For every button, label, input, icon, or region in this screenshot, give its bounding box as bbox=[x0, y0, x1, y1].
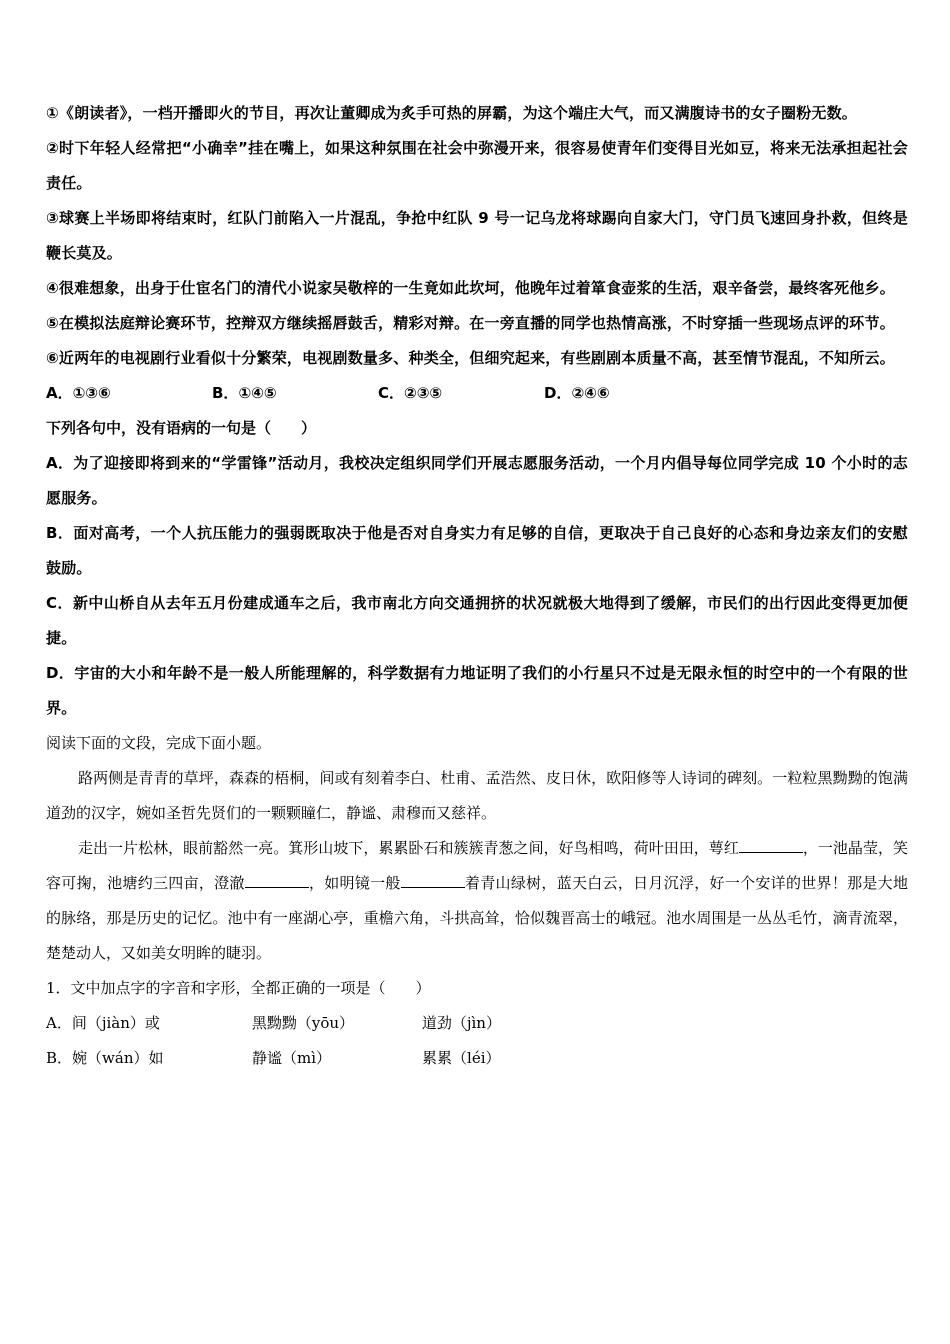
option-letter: B． bbox=[46, 1049, 73, 1067]
grammar-question bbox=[46, 411, 908, 726]
choice-letter: C． bbox=[378, 384, 405, 402]
text-segment: 走出一片松林，眼前豁然一亮。箕形山坡下，累累卧石和簇簇青葱之间，好鸟相鸣，荷叶田田，萼红 bbox=[78, 839, 739, 857]
option-d: D．宇宙的大小和年龄不是一般人所能理解的，科学数据有力地证明了我们的小行星只不过是无限永恒的时空中的一个有限的世界。 bbox=[46, 664, 908, 717]
option-item: 间（jiàn）或 bbox=[71, 1014, 160, 1032]
option-item: 婉（wán）如 bbox=[72, 1049, 164, 1067]
reading-paragraph-2 bbox=[46, 831, 908, 971]
pinyin-option-b bbox=[46, 1041, 908, 1076]
choice-value: ①④⑤ bbox=[238, 384, 277, 402]
pinyin-option-a bbox=[46, 1006, 908, 1041]
option-item: 静谧（mì） bbox=[252, 1049, 332, 1067]
reading-section bbox=[46, 726, 908, 971]
question-stem: 下列各句中，没有语病的一句是（ ） bbox=[46, 419, 317, 437]
choice-letter: D． bbox=[544, 384, 572, 402]
choice-c bbox=[378, 376, 544, 411]
option-item: 道劲（jìn） bbox=[421, 1014, 501, 1032]
question-item-1: ①《朗读者》，一档开播即火的节目，再次让董卿成为炙手可热的屏霸，为这个端庄大气，而又满腹诗书的女子圈粉无数。 bbox=[46, 104, 858, 122]
option-c: C．新中山桥自从去年五月份建成通车之后，我市南北方向交通拥挤的状况就极大地得到了缓解，市民们的出行因此变得更加便捷。 bbox=[46, 594, 908, 647]
question-item-3: ③球赛上半场即将结束时，红队门前陷入一片混乱，争抢中红队 9 号一记乌龙将球踢向自家大门，守门员飞速回身扑救，但终是鞭长莫及。 bbox=[46, 209, 908, 262]
text-segment: 着青山绿树，蓝天白云，日月沉浮，好一个安详的世界！那是大地的脉络，那是历史的记忆。池中有一座湖心亭，重檐六角，斗拱高耸，恰似魏晋高士的峨冠。池水周围是一丛丛毛竹，滴青流翠，楚楚动人，又如美女明眸的睫羽。 bbox=[46, 874, 908, 962]
option-letter: A． bbox=[46, 1014, 72, 1032]
reading-paragraph-1: 路两侧是青青的草坪，森森的梧桐，间或有刻着李白、杜甫、孟浩然、皮日休，欧阳修等人诗词的碑刻。一粒粒黑黝黝的饱满道劲的汉字，婉如圣哲先贤们的一颗颗瞳仁，静谧、肃穆而又慈祥。 bbox=[46, 769, 908, 822]
fill-blank-2 bbox=[245, 873, 309, 888]
question-item-2: ②时下年轻人经常把“小确幸”挂在嘴上，如果这种氛围在社会中弥漫开来，很容易使青年们变得目光如豆，将来无法承担起社会责任。 bbox=[46, 139, 908, 192]
text-segment: ，一池晶莹，笑容可掬，池塘约三四亩，澄澈 bbox=[46, 839, 908, 892]
choice-letter: A． bbox=[46, 384, 73, 402]
exam-page bbox=[46, 96, 908, 1076]
choice-d bbox=[544, 376, 710, 411]
option-b: B．面对高考，一个人抗压能力的强弱既取决于他是否对自身实力有足够的自信，更取决于自己良好的心态和身边亲友们的安慰鼓励。 bbox=[46, 524, 908, 577]
question-stem: 1．文中加点字的字音和字形，全都正确的一项是（ ） bbox=[46, 979, 431, 997]
choice-value: ②④⑥ bbox=[571, 384, 610, 402]
question-item-6: ⑥近两年的电视剧行业看似十分繁荣，电视剧数量多、种类全，但细究起来，有些剧剧本质量不高，甚至情节混乱，不知所云。 bbox=[46, 349, 895, 367]
pinyin-question bbox=[46, 971, 908, 1076]
option-item: 黑黝黝（yōu） bbox=[251, 1014, 355, 1032]
answer-choices bbox=[46, 376, 908, 411]
fill-blank-1 bbox=[739, 838, 803, 853]
reading-intro: 阅读下面的文段，完成下面小题。 bbox=[46, 734, 272, 752]
question-item-5: ⑤在模拟法庭辩论赛环节，控辩双方继续摇唇鼓舌，精彩对辩。在一旁直播的同学也热情高涨，不时穿插一些现场点评的环节。 bbox=[46, 314, 895, 332]
question-items bbox=[46, 96, 908, 376]
choice-a bbox=[46, 376, 212, 411]
option-a: A．为了迎接即将到来的“学雷锋”活动月，我校决定组织同学们开展志愿服务活动，一个月内倡导每位同学完成 10 个小时的志愿服务。 bbox=[46, 454, 908, 507]
text-segment: ，如明镜一般 bbox=[308, 874, 401, 892]
question-item-4: ④很难想象，出身于仕宦名门的清代小说家吴敬梓的一生竟如此坎坷，他晚年过着箪食壶浆的生活，艰辛备尝，最终客死他乡。 bbox=[46, 279, 895, 297]
choice-value: ②③⑤ bbox=[404, 384, 443, 402]
choice-b bbox=[212, 376, 378, 411]
choice-value: ①③⑥ bbox=[72, 384, 111, 402]
option-item: 累累（léi） bbox=[422, 1049, 501, 1067]
fill-blank-3 bbox=[401, 873, 465, 888]
choice-letter: B． bbox=[212, 384, 239, 402]
